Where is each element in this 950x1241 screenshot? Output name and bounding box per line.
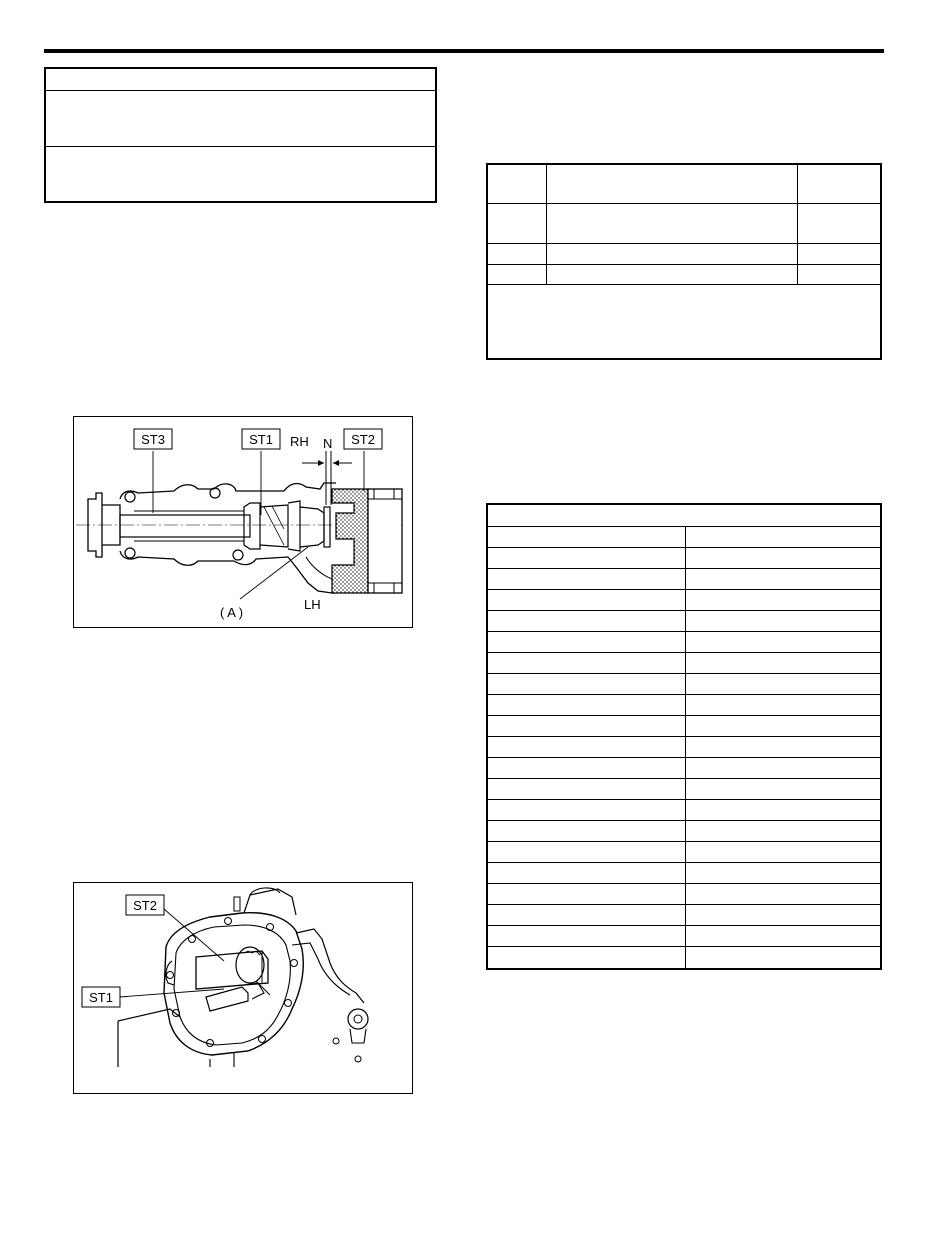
cross-section-diagram — [74, 417, 412, 627]
rh-label: RH — [290, 434, 309, 449]
header-rule — [44, 49, 884, 53]
spec-row-divider — [488, 284, 880, 285]
note-divider — [46, 146, 435, 147]
spec-col-divider — [797, 165, 798, 285]
table-row-divider — [488, 841, 880, 842]
table-row-divider — [488, 631, 880, 632]
table-row-divider — [488, 673, 880, 674]
spec-row-divider — [488, 243, 880, 244]
table-row-divider — [488, 652, 880, 653]
spec-row-divider — [488, 264, 880, 265]
table-row-divider — [488, 904, 880, 905]
st3-label: ST3 — [141, 432, 165, 447]
lh-label: LH — [304, 597, 321, 612]
note-box — [44, 67, 437, 203]
table-row-divider — [488, 736, 880, 737]
table-row-divider — [488, 925, 880, 926]
table-row-divider — [488, 778, 880, 779]
table-row-divider — [488, 547, 880, 548]
cross-section-figure — [73, 416, 413, 628]
st2-label: ST2 — [133, 898, 157, 913]
table-row-divider — [488, 757, 880, 758]
a-label: ( A ) — [220, 605, 244, 620]
note-divider — [46, 90, 435, 91]
table-row-divider — [488, 883, 880, 884]
st2-label: ST2 — [351, 432, 375, 447]
n-label: N — [323, 436, 333, 451]
selection-table — [486, 503, 882, 970]
table-row-divider — [488, 568, 880, 569]
st1-label: ST1 — [249, 432, 273, 447]
table-row-divider — [488, 799, 880, 800]
table-row-divider — [488, 526, 880, 527]
table-row-divider — [488, 589, 880, 590]
st1-label: ST1 — [89, 990, 113, 1005]
table-row-divider — [488, 610, 880, 611]
spec-row-divider — [488, 203, 880, 204]
selection-col-divider — [685, 527, 686, 968]
table-row-divider — [488, 862, 880, 863]
table-row-divider — [488, 715, 880, 716]
table-row-divider — [488, 946, 880, 947]
spec-table — [486, 163, 882, 360]
installation-diagram — [74, 883, 412, 1093]
installation-figure — [73, 882, 413, 1094]
spec-col-divider — [546, 165, 547, 285]
table-row-divider — [488, 694, 880, 695]
table-row-divider — [488, 820, 880, 821]
